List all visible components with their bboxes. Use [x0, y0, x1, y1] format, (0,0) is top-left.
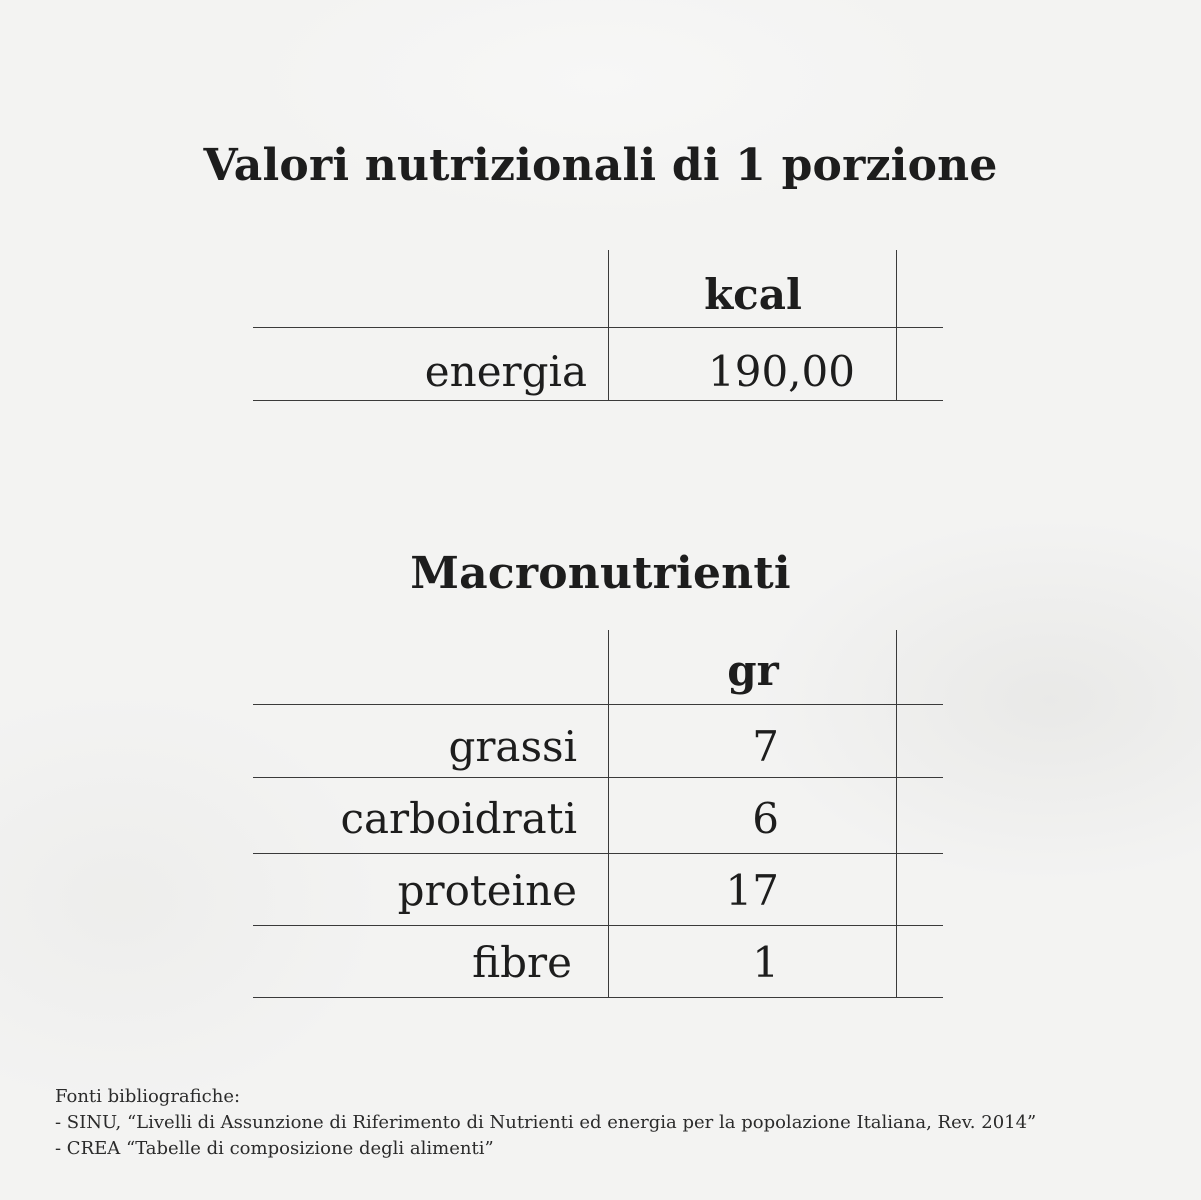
unit-header-gr: gr	[727, 646, 779, 695]
row-divider	[253, 925, 943, 926]
source-item: - SINU, “Livelli di Assunzione di Riferimento di Nutrienti ed energia per la popolazione Italiana, Rev. 2014”	[55, 1112, 1037, 1133]
row-divider	[253, 853, 943, 854]
row-value-carboidrati: 6	[752, 794, 779, 843]
row-label-carboidrati: carboidrati	[340, 794, 577, 843]
sources	[55, 1084, 1036, 1162]
row-label-fibre: fibre	[472, 938, 572, 987]
row-divider	[253, 327, 943, 328]
row-divider	[253, 997, 943, 998]
row-value-proteine: 17	[725, 866, 779, 915]
row-divider	[253, 704, 943, 705]
page-title: Valori nutrizionali di 1 porzione	[203, 140, 998, 191]
macro-table	[253, 630, 943, 1000]
section-title: Macronutrienti	[410, 548, 791, 599]
sources-heading: Fonti bibliografiche:	[55, 1086, 241, 1107]
column-divider	[896, 250, 897, 401]
row-label-grassi: grassi	[448, 722, 577, 771]
row-value-energia: 190,00	[708, 347, 855, 396]
column-divider	[608, 250, 609, 401]
row-value-grassi: 7	[752, 722, 779, 771]
row-value-fibre: 1	[752, 938, 779, 987]
source-item: - CREA “Tabelle di composizione degli alimenti”	[55, 1138, 494, 1159]
unit-header-kcal: kcal	[704, 270, 802, 319]
row-divider	[253, 400, 943, 401]
column-divider	[896, 630, 897, 998]
row-divider	[253, 777, 943, 778]
row-label-proteine: proteine	[397, 866, 577, 915]
energy-table	[253, 250, 943, 402]
column-divider	[608, 630, 609, 998]
row-label-energia: energia	[424, 347, 587, 396]
